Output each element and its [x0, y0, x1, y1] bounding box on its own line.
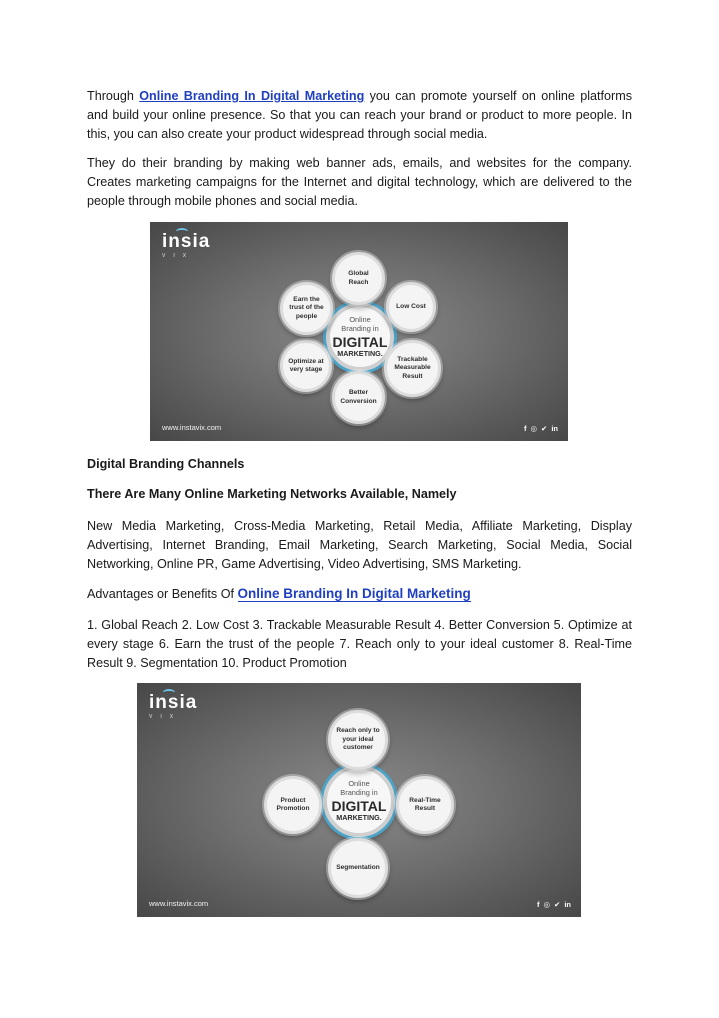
node-trackable-result: Trackable Measurable Result	[384, 340, 441, 397]
advantages-link[interactable]: Online Branding In Digital Marketing	[237, 586, 471, 601]
node-reach-ideal-customer: Reach only to your ideal customer	[328, 710, 388, 770]
channels-subheading: There Are Many Online Marketing Networks Available, Namely	[87, 487, 457, 501]
facebook-icon: f	[536, 900, 540, 909]
instagram-icon: ◎	[530, 424, 538, 433]
twitter-icon: ✔	[554, 900, 561, 909]
advantages-list: 1. Global Reach 2. Low Cost 3. Trackable Measurable Result 4. Better Conversion 5. Optimize at every stage 6. Earn the trust of the people 7. Reach only to your ideal customer 8. Real-Time Result 9. Segmentation 10. Product Promotion	[87, 618, 632, 670]
instagram-icon: ◎	[543, 900, 551, 909]
social-icons	[524, 424, 558, 433]
intro-paragraph-1	[87, 87, 632, 144]
twitter-icon: ✔	[541, 424, 548, 433]
linkedin-icon: in	[564, 900, 571, 909]
advantages-line	[87, 584, 632, 604]
center-circle: Online Branding in DIGITAL MARKETING.	[323, 765, 395, 837]
website-url: www.instavix.com	[162, 423, 222, 432]
intro-text-after: you can promote yourself on online platforms and build your online presence. So that you can reach your brand or product to more people. In this, you can also create your product widespread through social media.	[87, 89, 633, 141]
social-icons	[537, 900, 571, 909]
node-product-promotion: Product Promotion	[264, 776, 322, 834]
intro-paragraph-2: They do their branding by making web banner ads, emails, and websites for the company. Creates marketing campaigns for the Internet and digital technology, which are delivered to the people through mobile phones and social media.	[87, 156, 632, 208]
website-url: www.instavix.com	[149, 899, 209, 908]
branding-benefits-image-1	[150, 222, 568, 441]
online-branding-link[interactable]: Online Branding In Digital Marketing	[139, 89, 365, 103]
branding-benefits-image-2	[137, 683, 581, 917]
center-circle: Online Branding in DIGITAL MARKETING.	[326, 303, 394, 371]
instavix-logo: insia VIX	[162, 232, 210, 259]
node-low-cost: Low Cost	[386, 282, 436, 332]
node-segmentation: Segmentation	[328, 838, 388, 898]
instavix-logo: insia VIX	[149, 693, 197, 720]
intro-text-before: Through	[87, 89, 140, 103]
linkedin-icon: in	[551, 424, 558, 433]
channels-heading: Digital Branding Channels	[87, 457, 245, 471]
advantages-lead: Advantages or Benefits Of	[87, 587, 238, 601]
node-global-reach: Global Reach	[332, 252, 385, 305]
channels-list: New Media Marketing, Cross-Media Marketing, Retail Media, Affiliate Marketing, Display Advertising, Internet Branding, Email Marketing, Search Marketing, Social Media, Social Networking, Online PR, Game Advertising, Video Advertising, SMS Marketing.	[87, 519, 632, 571]
node-real-time-result: Real-Time Result	[396, 776, 454, 834]
node-earn-trust: Earn the trust of the people	[280, 282, 333, 335]
node-better-conversion: Better Conversion	[332, 371, 385, 424]
node-optimize: Optimize at very stage	[280, 340, 332, 392]
facebook-icon: f	[523, 424, 527, 433]
